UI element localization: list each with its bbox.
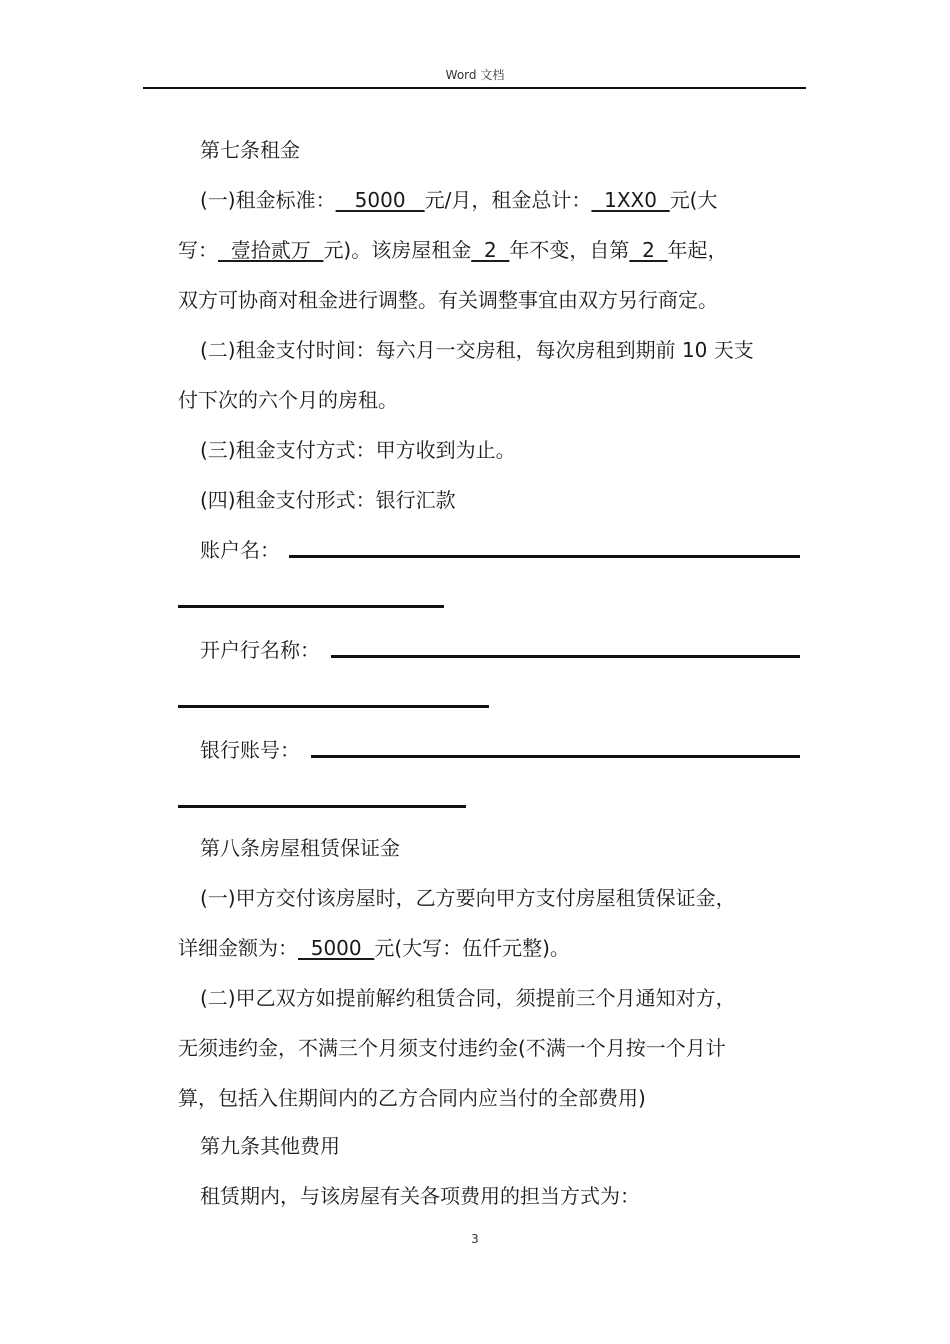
article-7-title: 第七条租金	[200, 138, 300, 162]
other-fees-line: 租赁期内，与该房屋有关各项费用的担当方式为：	[200, 1184, 640, 1208]
account-number-blank	[311, 755, 800, 758]
text: (一)租金标准：	[200, 188, 336, 212]
bank-name-blank	[331, 655, 800, 658]
payment-form-line: (四)租金支付形式：银行汇款	[200, 488, 456, 512]
termination-line: (二)甲乙双方如提前解约租赁合同，须提前三个月通知对方，	[200, 986, 736, 1010]
account-name-blank-cont	[178, 605, 444, 608]
adjust-year-blank: 2	[629, 238, 668, 262]
article-9-title: 第九条其他费用	[200, 1134, 340, 1158]
page-number: 3	[471, 1232, 479, 1246]
article-8-title: 第八条房屋租赁保证金	[200, 836, 400, 860]
paragraph-line: 双方可协商对租金进行调整。有关调整事宜由双方另行商定。	[178, 288, 718, 312]
text: 元/月，租金总计：	[424, 188, 592, 212]
rent-standard-line	[200, 186, 718, 214]
account-name-blank	[289, 555, 800, 558]
account-name-label: 账户名：	[200, 538, 280, 562]
total-uppercase-blank: 壹拾贰万	[218, 238, 324, 262]
account-number-label: 银行账号：	[200, 738, 300, 762]
header-rule	[143, 87, 806, 89]
paragraph-line: 无须违约金，不满三个月须支付违约金(不满一个月按一个月计	[178, 1036, 726, 1060]
text: 写：	[178, 238, 218, 262]
deposit-line: (一)甲方交付该房屋时，乙方要向甲方支付房屋租赁保证金，	[200, 886, 736, 910]
rent-uppercase-line	[178, 236, 728, 264]
paragraph-line: 付下次的六个月的房租。	[178, 388, 398, 412]
text: 元)。该房屋租金	[323, 238, 472, 262]
text: 年起，	[667, 238, 728, 262]
payment-method-line: (三)租金支付方式：甲方收到为止。	[200, 438, 516, 462]
text: 元(大写：伍仟元整)。	[374, 936, 570, 960]
years-fixed-blank: 2	[471, 238, 510, 262]
account-number-blank-cont	[178, 805, 466, 808]
deposit-amount-blank: 5000	[298, 936, 375, 960]
text: 详细金额为：	[178, 936, 298, 960]
monthly-rent-blank: 5000	[335, 188, 425, 212]
bank-name-label: 开户行名称：	[200, 638, 320, 662]
paragraph-line: 算，包括入住期间内的乙方合同内应当付的全部费用)	[178, 1086, 646, 1110]
text: 元(大	[669, 188, 718, 212]
total-rent-blank: 1XX0	[591, 188, 670, 212]
page-header: Word 文档	[445, 68, 505, 82]
payment-time-line: (二)租金支付时间：每六月一交房租，每次房租到期前 10 天支	[200, 338, 754, 362]
bank-name-blank-cont	[178, 705, 489, 708]
deposit-amount-line	[178, 934, 570, 962]
text: 年不变，自第	[509, 238, 630, 262]
